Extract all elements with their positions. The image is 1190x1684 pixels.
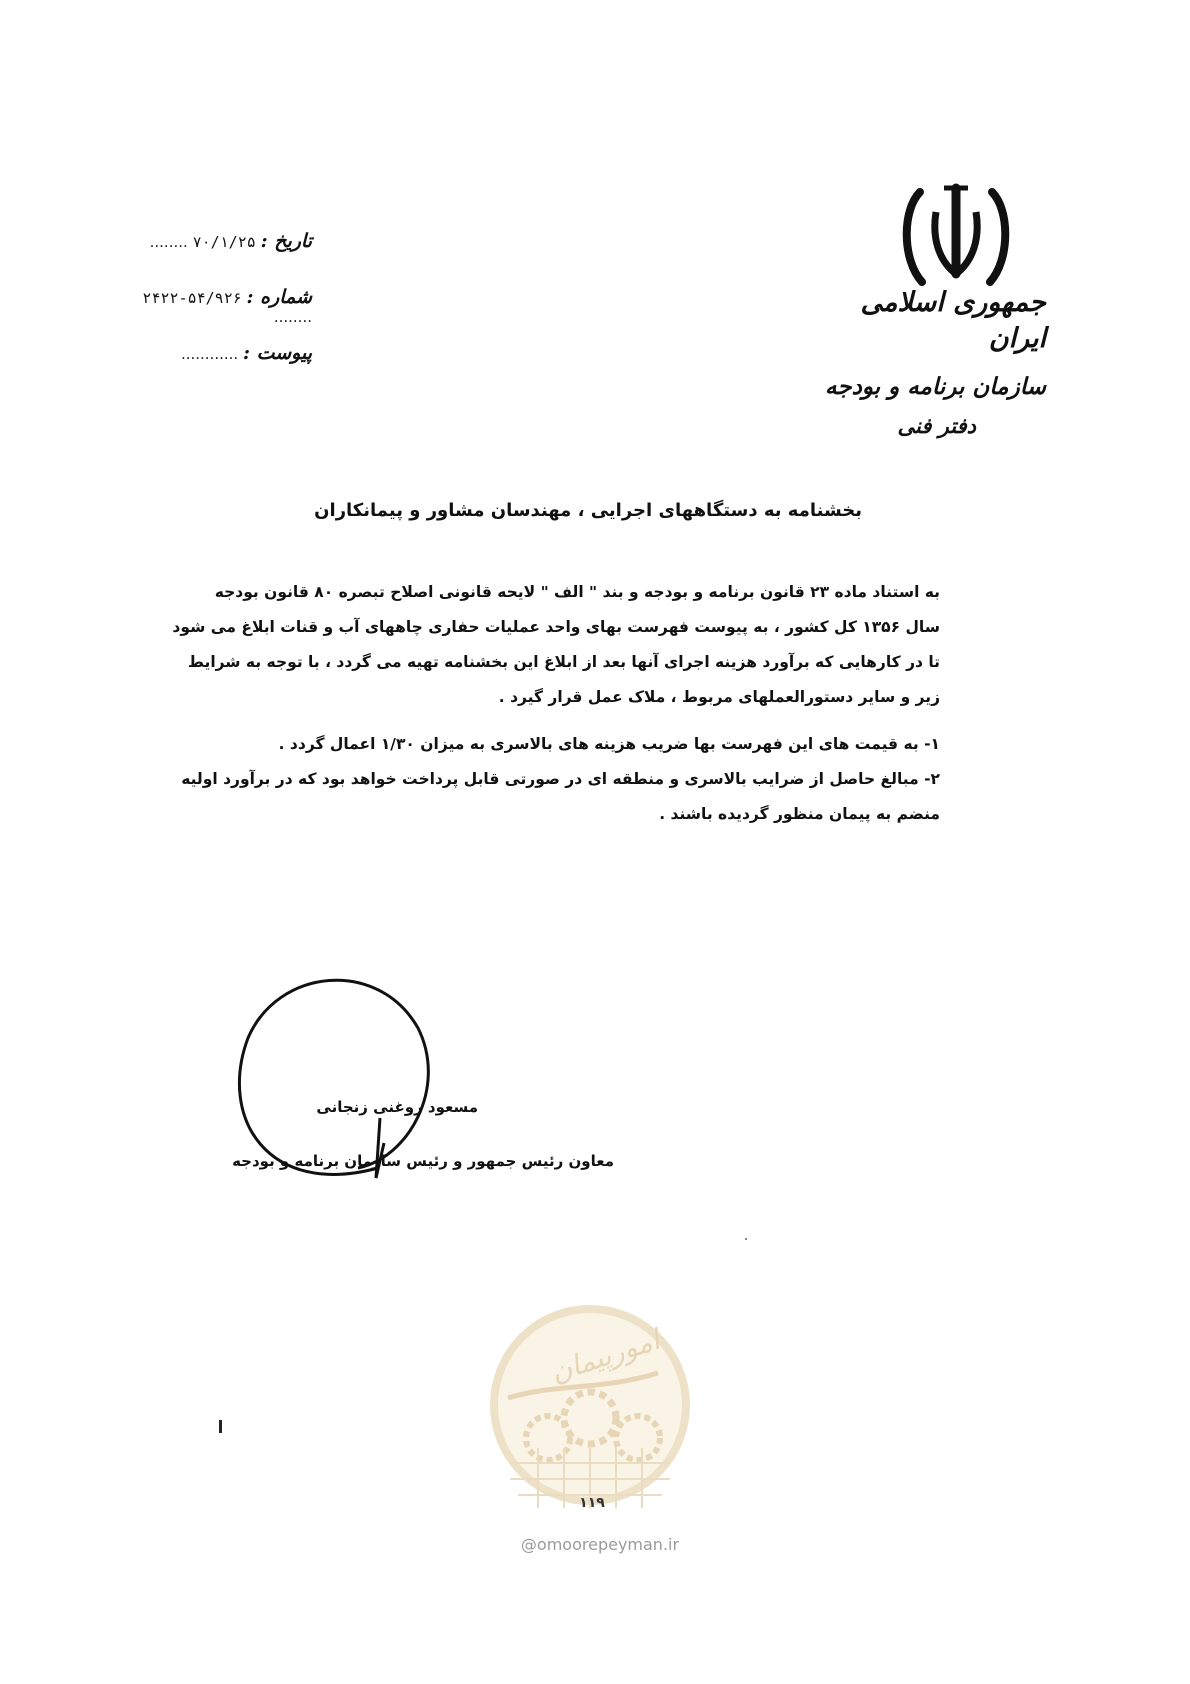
signer-title: معاون رئیس جمهور و رئیس سازمان برنامه و بودجه: [232, 1152, 614, 1170]
paragraph-line-2: سال ۱۳۵۶ کل کشور ، به پیوست فهرست بهای واحد عملیات حفاری چاههای آب و قنات ابلاغ می شود: [172, 618, 940, 636]
date-label: تاریخ :: [260, 230, 312, 252]
paragraph-line-1: به استناد ماده ۲۳ قانون برنامه و بودجه و بند " الف " لایحه قانونی اصلاح تبصره ۸۰ قانون بودجه: [214, 583, 940, 601]
paragraph-line-3: تا در کارهایی که برآورد هزینه اجرای آنها بعد از ابلاغ این بخشنامه تهیه می گردد ، با توجه به شرایط: [187, 653, 940, 671]
organization-heading: [806, 285, 1046, 441]
list-item-2-line-2: منضم به پیمان منظور گردیده باشند .: [659, 805, 940, 823]
scan-speck: [745, 1238, 747, 1240]
page-number: ۱۱۹: [579, 1495, 605, 1511]
recipients-heading: بخشنامه به دستگاههای اجرایی ، مهندسان مشاور و پیمانکاران: [314, 500, 862, 521]
date-row: [112, 230, 312, 260]
site-handle: @omoorepeyman.ir: [520, 1535, 680, 1554]
iran-emblem-icon: [898, 182, 1014, 290]
list-item-2-line-1: ۲- مبالغ حاصل از ضرایب بالاسری و منطقه ای در صورتی قابل پرداخت خواهد بود که در برآورد اولیه: [181, 770, 940, 788]
org-name-line2: سازمان برنامه و بودجه: [825, 373, 1046, 400]
watermark-logo-text: امورپیمان: [546, 1322, 664, 1390]
date-value: ۷۰/۱/۲۵: [192, 233, 256, 251]
list-item-1: ۱- به قیمت های این فهرست بها ضریب هزینه های بالاسری به میزان ۱/۳۰ اعمال گردد .: [278, 735, 940, 753]
attachment-label: پیوست :: [242, 342, 312, 364]
office-name: دفتر فنی: [897, 413, 976, 438]
number-dots: ........: [273, 308, 312, 326]
letter-meta: [112, 230, 312, 398]
number-label: شماره :: [246, 286, 312, 308]
number-value: ۵۴/۹۲۶-۲۴۲۲: [142, 289, 242, 307]
watermark-logo-icon: [488, 1303, 692, 1527]
number-row: [112, 286, 312, 326]
date-dots: ........: [149, 233, 188, 251]
attachment-dots: ............: [180, 345, 239, 363]
org-name-line1: جمهوری اسلامی ایران: [860, 287, 1046, 354]
signer-name: مسعود روغنی زنجانی: [316, 1098, 478, 1116]
attachment-row: [112, 342, 312, 372]
paragraph-line-4: زیر و سایر دستورالعملهای مربوط ، ملاک عمل قرار گیرد .: [498, 688, 940, 706]
scan-mark: [219, 1420, 222, 1433]
